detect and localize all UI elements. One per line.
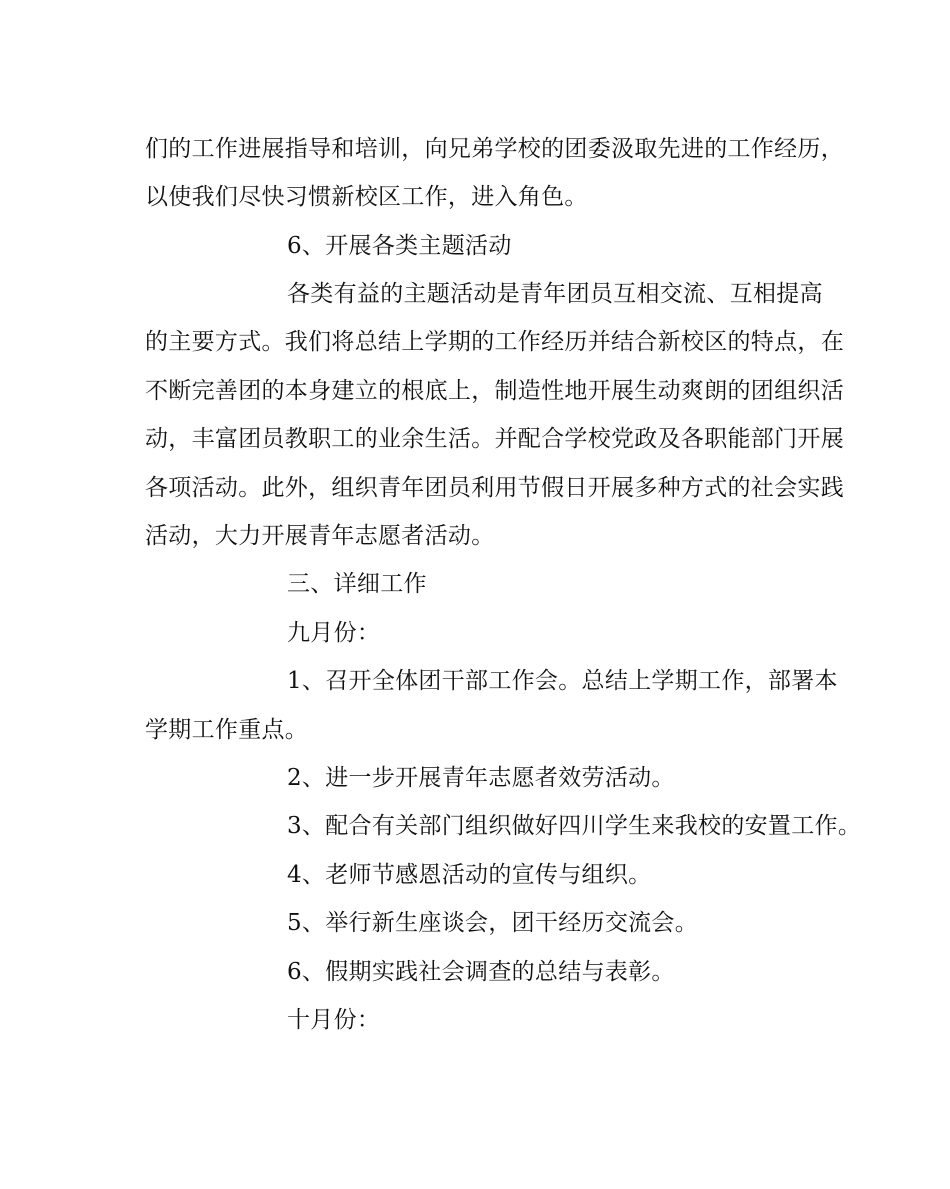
text-line: 学期工作重点。 xyxy=(145,717,309,743)
section-heading: 三、详细工作 xyxy=(287,571,427,597)
list-item: 1、召开全体团干部工作会。总结上学期工作，部署本 xyxy=(287,668,838,694)
paragraph-first-line: 各类有益的主题活动是青年团员互相交流、互相提高 xyxy=(287,281,823,307)
text-line: 的主要方式。我们将总结上学期的工作经历并结合新校区的特点，在 xyxy=(145,329,844,355)
section-heading: 6、开展各类主题活动 xyxy=(287,233,512,259)
list-item: 6、假期实践社会调查的总结与表彰。 xyxy=(287,959,675,985)
month-heading: 九月份： xyxy=(287,620,381,646)
text-line: 不断完善团的本身建立的根底上，制造性地开展生动爽朗的团组织活 xyxy=(145,378,844,404)
list-item: 5、举行新生座谈会，团干经历交流会。 xyxy=(287,910,699,936)
list-item: 4、老师节感恩活动的宣传与组织。 xyxy=(287,862,652,888)
text-line: 活动，大力开展青年志愿者活动。 xyxy=(145,523,495,549)
text-line: 以使我们尽快习惯新校区工作，进入角色。 xyxy=(145,184,588,210)
text-line: 们的工作进展指导和培训，向兄弟学校的团委汲取先进的工作经历， xyxy=(145,136,844,162)
list-item: 2、进一步开展青年志愿者效劳活动。 xyxy=(287,765,675,791)
list-item: 3、配合有关部门组织做好四川学生来我校的安置工作。 xyxy=(287,813,862,839)
month-heading: 十月份： xyxy=(287,1007,381,1033)
text-line: 各项活动。此外，组织青年团员利用节假日开展多种方式的社会实践 xyxy=(145,475,844,501)
text-line: 动，丰富团员教职工的业余生活。并配合学校党政及各职能部门开展 xyxy=(145,426,844,452)
